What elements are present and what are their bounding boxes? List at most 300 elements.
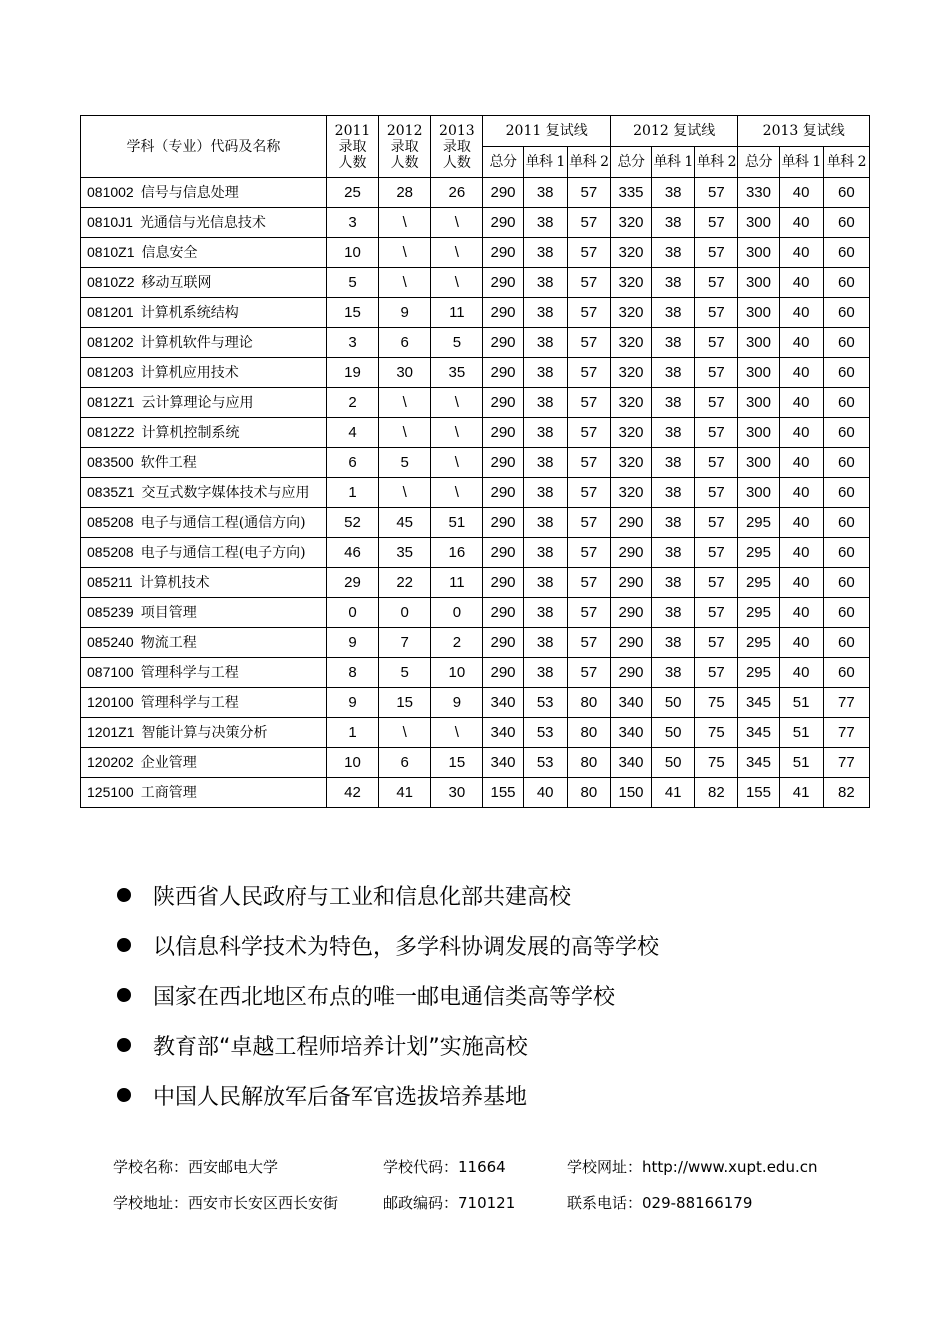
value-cell: 60 bbox=[823, 328, 869, 358]
subject-code: 081203 bbox=[87, 364, 134, 380]
value-cell: 16 bbox=[431, 538, 483, 568]
value-cell: 75 bbox=[695, 688, 738, 718]
value-cell: 19 bbox=[326, 358, 378, 388]
value-cell: 80 bbox=[567, 748, 610, 778]
subject-code: 081201 bbox=[87, 304, 134, 320]
value-cell: 80 bbox=[567, 778, 610, 808]
value-cell: 290 bbox=[610, 538, 651, 568]
value-cell: 290 bbox=[483, 658, 523, 688]
value-cell: \ bbox=[431, 448, 483, 478]
subject-code: 085208 bbox=[87, 514, 134, 530]
subject-cell bbox=[81, 778, 327, 808]
value-cell: 60 bbox=[823, 568, 869, 598]
subject-cell bbox=[81, 478, 327, 508]
value-cell: 38 bbox=[523, 268, 567, 298]
value-cell: 26 bbox=[431, 178, 483, 208]
contact-phone: 联系电话：029-88166179 bbox=[567, 1194, 753, 1212]
value-cell: 38 bbox=[523, 478, 567, 508]
value-cell: 51 bbox=[779, 718, 823, 748]
value-cell: 57 bbox=[695, 178, 738, 208]
school-address: 学校地址：西安市长安区西长安街 bbox=[113, 1194, 339, 1212]
table-row bbox=[81, 628, 870, 658]
value-cell: 320 bbox=[610, 328, 651, 358]
value-cell: 290 bbox=[610, 658, 651, 688]
value-cell: 38 bbox=[523, 508, 567, 538]
value-cell: 82 bbox=[823, 778, 869, 808]
value-cell: 320 bbox=[610, 388, 651, 418]
table-row bbox=[81, 748, 870, 778]
value-cell: 340 bbox=[610, 748, 651, 778]
value-cell: 290 bbox=[483, 448, 523, 478]
value-cell: 290 bbox=[610, 628, 651, 658]
subject-name: 电子与通信工程(通信方向) bbox=[140, 515, 306, 531]
bullet-icon bbox=[117, 938, 131, 952]
value-cell: 57 bbox=[695, 508, 738, 538]
value-cell: 38 bbox=[652, 298, 695, 328]
value-cell: 57 bbox=[695, 658, 738, 688]
value-cell: 41 bbox=[379, 778, 431, 808]
value-cell: 15 bbox=[326, 298, 378, 328]
value-cell: \ bbox=[379, 478, 431, 508]
value-cell: 38 bbox=[652, 418, 695, 448]
value-cell: 77 bbox=[823, 688, 869, 718]
subject-code: 081002 bbox=[87, 184, 134, 200]
feature-text: 国家在西北地区布点的唯一邮电通信类高等学校 bbox=[153, 984, 616, 1010]
table-row bbox=[81, 718, 870, 748]
table-row bbox=[81, 658, 870, 688]
subheader-total: 总分 bbox=[738, 147, 779, 178]
table-row bbox=[81, 568, 870, 598]
value-cell: 0 bbox=[379, 598, 431, 628]
value-cell: 40 bbox=[779, 328, 823, 358]
value-cell: 295 bbox=[738, 658, 779, 688]
subject-name: 计算机控制系统 bbox=[141, 425, 240, 441]
value-cell: 57 bbox=[567, 178, 610, 208]
value-cell: 38 bbox=[652, 238, 695, 268]
subject-name: 软件工程 bbox=[140, 455, 197, 471]
value-cell: 38 bbox=[652, 208, 695, 238]
value-cell: \ bbox=[431, 268, 483, 298]
value-cell: 290 bbox=[483, 328, 523, 358]
subheader-single2: 单科 2 bbox=[567, 147, 610, 178]
value-cell: 8 bbox=[326, 658, 378, 688]
value-cell: 57 bbox=[695, 328, 738, 358]
subject-cell bbox=[81, 418, 327, 448]
value-cell: 5 bbox=[379, 658, 431, 688]
subheader-single1: 单科 1 bbox=[779, 147, 823, 178]
value-cell: 57 bbox=[567, 358, 610, 388]
value-cell: 53 bbox=[523, 748, 567, 778]
value-cell: 320 bbox=[610, 268, 651, 298]
subject-code: 085240 bbox=[87, 634, 134, 650]
value-cell: 40 bbox=[779, 208, 823, 238]
value-cell: 38 bbox=[523, 538, 567, 568]
value-cell: 57 bbox=[695, 268, 738, 298]
value-cell: 290 bbox=[483, 418, 523, 448]
value-cell: 57 bbox=[567, 448, 610, 478]
table-row bbox=[81, 328, 870, 358]
table-row bbox=[81, 598, 870, 628]
value-cell: 290 bbox=[483, 208, 523, 238]
bullet-icon bbox=[117, 1088, 131, 1102]
value-cell: 40 bbox=[523, 778, 567, 808]
subject-code: 085208 bbox=[87, 544, 134, 560]
value-cell: 38 bbox=[652, 328, 695, 358]
subject-code: 083500 bbox=[87, 454, 134, 470]
value-cell: 60 bbox=[823, 268, 869, 298]
value-cell: 4 bbox=[326, 418, 378, 448]
value-cell: 340 bbox=[483, 718, 523, 748]
subject-cell bbox=[81, 268, 327, 298]
value-cell: 38 bbox=[652, 538, 695, 568]
value-cell: 40 bbox=[779, 268, 823, 298]
value-cell: 57 bbox=[567, 598, 610, 628]
subject-name: 管理科学与工程 bbox=[140, 665, 239, 681]
value-cell: 57 bbox=[567, 568, 610, 598]
value-cell: 38 bbox=[523, 658, 567, 688]
value-cell: 345 bbox=[738, 688, 779, 718]
table-row bbox=[81, 688, 870, 718]
subject-name: 移动互联网 bbox=[141, 275, 212, 291]
value-cell: 52 bbox=[326, 508, 378, 538]
value-cell: 75 bbox=[695, 748, 738, 778]
value-cell: 11 bbox=[431, 568, 483, 598]
value-cell: 320 bbox=[610, 418, 651, 448]
subject-cell bbox=[81, 538, 327, 568]
value-cell: 15 bbox=[379, 688, 431, 718]
subject-name: 物流工程 bbox=[140, 635, 197, 651]
value-cell: 60 bbox=[823, 658, 869, 688]
value-cell: 57 bbox=[695, 598, 738, 628]
value-cell: 290 bbox=[483, 238, 523, 268]
subject-name: 交互式数字媒体技术与应用 bbox=[141, 485, 310, 501]
value-cell: 35 bbox=[431, 358, 483, 388]
value-cell: 6 bbox=[379, 748, 431, 778]
value-cell: 40 bbox=[779, 448, 823, 478]
value-cell: 57 bbox=[567, 208, 610, 238]
value-cell: 295 bbox=[738, 538, 779, 568]
value-cell: 57 bbox=[567, 388, 610, 418]
subject-name: 光通信与光信息技术 bbox=[139, 215, 266, 231]
value-cell: 295 bbox=[738, 568, 779, 598]
table-row bbox=[81, 388, 870, 418]
value-cell: 50 bbox=[652, 718, 695, 748]
value-cell: 57 bbox=[567, 478, 610, 508]
value-cell: 10 bbox=[326, 238, 378, 268]
value-cell: 51 bbox=[431, 508, 483, 538]
value-cell: 75 bbox=[695, 718, 738, 748]
subject-header: 学科（专业）代码及名称 bbox=[81, 116, 327, 178]
score-group-2011: 2011 复试线 bbox=[483, 116, 610, 147]
value-cell: 51 bbox=[779, 688, 823, 718]
value-cell: 38 bbox=[523, 328, 567, 358]
value-cell: 340 bbox=[610, 688, 651, 718]
value-cell: 38 bbox=[523, 628, 567, 658]
value-cell: 290 bbox=[483, 508, 523, 538]
value-cell: \ bbox=[379, 718, 431, 748]
school-code: 学校代码：11664 bbox=[383, 1158, 506, 1176]
value-cell: 290 bbox=[610, 568, 651, 598]
value-cell: 40 bbox=[779, 478, 823, 508]
bullet-icon bbox=[117, 1038, 131, 1052]
school-name: 学校名称：西安邮电大学 bbox=[113, 1158, 279, 1176]
table-row bbox=[81, 208, 870, 238]
school-info-footer bbox=[113, 1156, 873, 1228]
value-cell: 38 bbox=[652, 508, 695, 538]
value-cell: 3 bbox=[326, 328, 378, 358]
feature-text: 陕西省人民政府与工业和信息化部共建高校 bbox=[153, 884, 572, 910]
subheader-single1: 单科 1 bbox=[652, 147, 695, 178]
value-cell: 9 bbox=[326, 688, 378, 718]
subject-code: 081202 bbox=[87, 334, 134, 350]
subject-code: 120100 bbox=[87, 694, 134, 710]
subject-cell bbox=[81, 298, 327, 328]
subject-name: 计算机软件与理论 bbox=[140, 335, 253, 351]
value-cell: 60 bbox=[823, 538, 869, 568]
value-cell: 40 bbox=[779, 598, 823, 628]
value-cell: 38 bbox=[652, 628, 695, 658]
table-row bbox=[81, 538, 870, 568]
value-cell: 38 bbox=[523, 298, 567, 328]
subject-cell bbox=[81, 358, 327, 388]
value-cell: 290 bbox=[483, 298, 523, 328]
value-cell: 0 bbox=[431, 598, 483, 628]
value-cell: 38 bbox=[523, 358, 567, 388]
value-cell: 45 bbox=[379, 508, 431, 538]
value-cell: 80 bbox=[567, 718, 610, 748]
value-cell: 57 bbox=[695, 538, 738, 568]
subject-name: 计算机应用技术 bbox=[140, 365, 239, 381]
value-cell: 300 bbox=[738, 418, 779, 448]
enroll-header-2013: 2013 录取 人数 bbox=[431, 116, 483, 178]
footer-row bbox=[113, 1192, 873, 1228]
subject-code: 0812Z1 bbox=[87, 394, 135, 410]
value-cell: 38 bbox=[523, 568, 567, 598]
value-cell: 40 bbox=[779, 628, 823, 658]
value-cell: \ bbox=[379, 388, 431, 418]
subject-cell bbox=[81, 448, 327, 478]
value-cell: 2 bbox=[431, 628, 483, 658]
value-cell: 295 bbox=[738, 628, 779, 658]
subject-cell bbox=[81, 388, 327, 418]
subheader-single1: 单科 1 bbox=[523, 147, 567, 178]
value-cell: 38 bbox=[652, 448, 695, 478]
table-row bbox=[81, 178, 870, 208]
subject-name: 项目管理 bbox=[140, 605, 197, 621]
value-cell: 40 bbox=[779, 298, 823, 328]
value-cell: 40 bbox=[779, 658, 823, 688]
subject-cell bbox=[81, 568, 327, 598]
value-cell: 0 bbox=[326, 598, 378, 628]
table-row bbox=[81, 778, 870, 808]
value-cell: 5 bbox=[431, 328, 483, 358]
value-cell: 6 bbox=[326, 448, 378, 478]
value-cell: 290 bbox=[483, 178, 523, 208]
value-cell: 290 bbox=[483, 478, 523, 508]
value-cell: 295 bbox=[738, 598, 779, 628]
value-cell: 57 bbox=[695, 388, 738, 418]
value-cell: 38 bbox=[523, 598, 567, 628]
value-cell: 320 bbox=[610, 478, 651, 508]
value-cell: 345 bbox=[738, 718, 779, 748]
value-cell: 60 bbox=[823, 388, 869, 418]
value-cell: 320 bbox=[610, 208, 651, 238]
subject-code: 0810Z2 bbox=[87, 274, 135, 290]
value-cell: 57 bbox=[567, 418, 610, 448]
value-cell: \ bbox=[431, 418, 483, 448]
value-cell: 10 bbox=[431, 658, 483, 688]
value-cell: 345 bbox=[738, 748, 779, 778]
subject-name: 计算机系统结构 bbox=[140, 305, 239, 321]
school-url: 学校网址：http://www.xupt.edu.cn bbox=[567, 1158, 818, 1176]
value-cell: 57 bbox=[567, 508, 610, 538]
value-cell: 9 bbox=[431, 688, 483, 718]
value-cell: 10 bbox=[326, 748, 378, 778]
value-cell: 9 bbox=[326, 628, 378, 658]
value-cell: 80 bbox=[567, 688, 610, 718]
value-cell: 300 bbox=[738, 358, 779, 388]
bullet-icon bbox=[117, 888, 131, 902]
value-cell: 60 bbox=[823, 358, 869, 388]
subheader-total: 总分 bbox=[610, 147, 651, 178]
subject-name: 企业管理 bbox=[140, 755, 197, 771]
feature-text: 以信息科学技术为特色，多学科协调发展的高等学校 bbox=[153, 934, 660, 960]
enroll-header-2011: 2011 录取 人数 bbox=[326, 116, 378, 178]
value-cell: 57 bbox=[695, 298, 738, 328]
value-cell: 300 bbox=[738, 388, 779, 418]
subject-cell bbox=[81, 658, 327, 688]
value-cell: 38 bbox=[523, 178, 567, 208]
value-cell: 42 bbox=[326, 778, 378, 808]
value-cell: 40 bbox=[779, 568, 823, 598]
value-cell: 155 bbox=[483, 778, 523, 808]
subject-code: 0835Z1 bbox=[87, 484, 135, 500]
admission-score-table bbox=[80, 115, 870, 808]
value-cell: 50 bbox=[652, 688, 695, 718]
score-group-2013: 2013 复试线 bbox=[738, 116, 870, 147]
feature-item bbox=[112, 920, 659, 970]
value-cell: 57 bbox=[695, 208, 738, 238]
subject-cell bbox=[81, 748, 327, 778]
feature-item bbox=[112, 970, 659, 1020]
value-cell: 5 bbox=[326, 268, 378, 298]
table-row bbox=[81, 298, 870, 328]
value-cell: \ bbox=[379, 238, 431, 268]
value-cell: 290 bbox=[610, 508, 651, 538]
value-cell: 40 bbox=[779, 358, 823, 388]
subject-code: 0812Z2 bbox=[87, 424, 135, 440]
value-cell: 60 bbox=[823, 418, 869, 448]
value-cell: 35 bbox=[379, 538, 431, 568]
value-cell: 38 bbox=[523, 448, 567, 478]
value-cell: 300 bbox=[738, 328, 779, 358]
value-cell: 300 bbox=[738, 268, 779, 298]
value-cell: 57 bbox=[567, 328, 610, 358]
subject-code: 0810Z1 bbox=[87, 244, 135, 260]
value-cell: 30 bbox=[431, 778, 483, 808]
table-row bbox=[81, 268, 870, 298]
feature-item bbox=[112, 1070, 659, 1120]
value-cell: 40 bbox=[779, 238, 823, 268]
value-cell: 1 bbox=[326, 478, 378, 508]
value-cell: \ bbox=[431, 238, 483, 268]
enroll-header-2012: 2012 录取 人数 bbox=[379, 116, 431, 178]
table-row bbox=[81, 358, 870, 388]
value-cell: 300 bbox=[738, 238, 779, 268]
value-cell: 290 bbox=[610, 598, 651, 628]
table-row bbox=[81, 508, 870, 538]
value-cell: 150 bbox=[610, 778, 651, 808]
table-body bbox=[81, 178, 870, 808]
value-cell: 60 bbox=[823, 508, 869, 538]
subject-name: 信号与信息处理 bbox=[140, 185, 239, 201]
value-cell: 290 bbox=[483, 598, 523, 628]
value-cell: 53 bbox=[523, 688, 567, 718]
value-cell: 57 bbox=[567, 298, 610, 328]
subject-name: 智能计算与决策分析 bbox=[141, 725, 268, 741]
value-cell: 57 bbox=[567, 238, 610, 268]
value-cell: 57 bbox=[695, 238, 738, 268]
value-cell: 1 bbox=[326, 718, 378, 748]
value-cell: 155 bbox=[738, 778, 779, 808]
subject-code: 120202 bbox=[87, 754, 134, 770]
bullet-icon bbox=[117, 988, 131, 1002]
table-row bbox=[81, 448, 870, 478]
value-cell: 6 bbox=[379, 328, 431, 358]
value-cell: 41 bbox=[652, 778, 695, 808]
value-cell: 290 bbox=[483, 268, 523, 298]
subheader-single2: 单科 2 bbox=[823, 147, 869, 178]
value-cell: 340 bbox=[610, 718, 651, 748]
value-cell: 295 bbox=[738, 508, 779, 538]
value-cell: 60 bbox=[823, 598, 869, 628]
score-group-2012: 2012 复试线 bbox=[610, 116, 737, 147]
subject-code: 087100 bbox=[87, 664, 134, 680]
value-cell: 25 bbox=[326, 178, 378, 208]
table-row bbox=[81, 478, 870, 508]
value-cell: 38 bbox=[523, 388, 567, 418]
value-cell: 320 bbox=[610, 298, 651, 328]
value-cell: 57 bbox=[567, 538, 610, 568]
value-cell: 77 bbox=[823, 748, 869, 778]
value-cell: 300 bbox=[738, 298, 779, 328]
value-cell: 290 bbox=[483, 628, 523, 658]
value-cell: 53 bbox=[523, 718, 567, 748]
table-row bbox=[81, 238, 870, 268]
feature-text: 中国人民解放军后备军官选拔培养基地 bbox=[153, 1084, 528, 1110]
feature-item bbox=[112, 870, 659, 920]
subject-cell bbox=[81, 718, 327, 748]
value-cell: 77 bbox=[823, 718, 869, 748]
value-cell: 38 bbox=[652, 178, 695, 208]
subject-code: 085239 bbox=[87, 604, 134, 620]
value-cell: 82 bbox=[695, 778, 738, 808]
subject-name: 电子与通信工程(电子方向) bbox=[140, 545, 306, 561]
value-cell: 57 bbox=[695, 478, 738, 508]
value-cell: 290 bbox=[483, 568, 523, 598]
subject-cell bbox=[81, 508, 327, 538]
value-cell: 57 bbox=[695, 418, 738, 448]
value-cell: 57 bbox=[695, 628, 738, 658]
value-cell: 15 bbox=[431, 748, 483, 778]
value-cell: 57 bbox=[567, 628, 610, 658]
value-cell: 60 bbox=[823, 448, 869, 478]
value-cell: 300 bbox=[738, 448, 779, 478]
value-cell: \ bbox=[431, 478, 483, 508]
value-cell: 3 bbox=[326, 208, 378, 238]
value-cell: 320 bbox=[610, 358, 651, 388]
value-cell: 320 bbox=[610, 238, 651, 268]
